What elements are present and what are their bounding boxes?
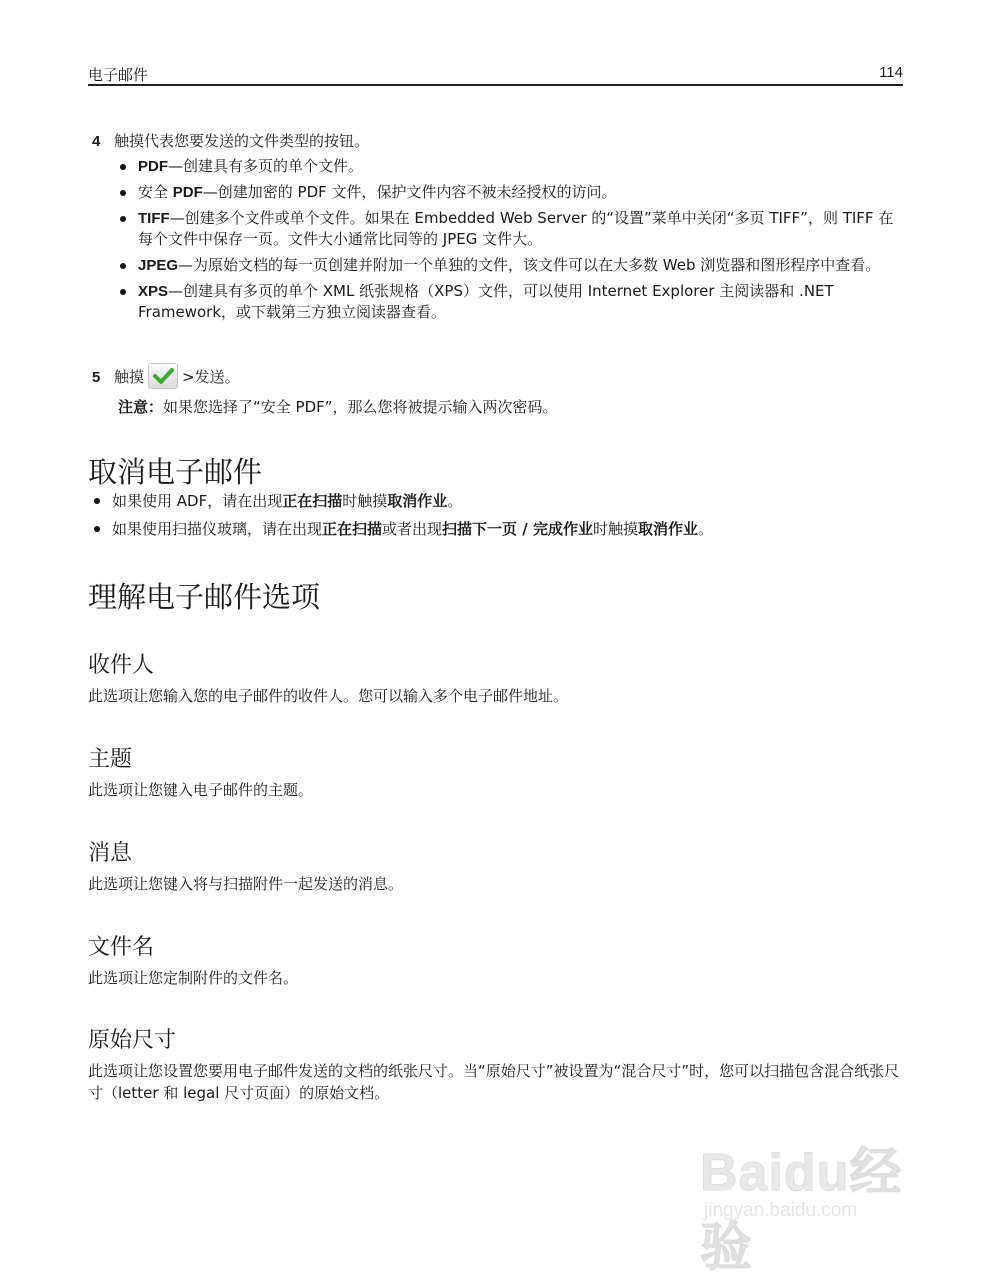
baidu-watermark: [700, 1130, 940, 1277]
cancel-list: [88, 490, 903, 546]
item-prefix: 安全: [138, 183, 173, 201]
message-text: 此选项让您键入将与扫描附件一起发送的消息。: [88, 875, 404, 893]
list-item-pdf: [118, 156, 903, 177]
list-item-adf: [88, 490, 903, 512]
item-text: —创建具有多页的单个文件。: [168, 157, 364, 175]
item-text: —为原始文档的每一页创建并附加一个单独的文件，该文件可以在大多数 Web 浏览器和图形程序中查看。: [178, 256, 881, 274]
item-label: PDF: [138, 158, 168, 175]
page-header: [88, 62, 903, 86]
bold-text: 取消作业: [638, 520, 699, 538]
bold-text: 正在扫描: [282, 492, 343, 510]
file-type-list: [118, 156, 903, 328]
note-label: 注意：: [118, 398, 164, 416]
bold-text: 扫描下一页 / 完成作业: [442, 520, 593, 538]
heading-email-options: 理解电子邮件选项: [88, 580, 321, 614]
step-text: 触摸代表您要发送的文件类型的按钮。: [114, 132, 370, 150]
list-item-tiff: [118, 208, 903, 250]
step-4: [92, 130, 369, 151]
item-label: PDF: [172, 184, 203, 201]
page-number: 114: [879, 64, 903, 81]
list-item-glass: [88, 518, 903, 540]
step-text-after: >发送。: [182, 368, 240, 386]
filename-text: 此选项让您定制附件的文件名。: [88, 969, 299, 987]
step-number: 4: [92, 133, 101, 150]
original-size-text: 此选项让您设置您要用电子邮件发送的文档的纸张尺寸。当“原始尺寸”被设置为“混合尺寸”时，您可以扫描包含混合纸张尺寸（letter 和 legal 尺寸页面）的原始文档。: [88, 1062, 900, 1102]
text: 时触摸: [592, 520, 638, 538]
heading-cancel-email: 取消电子邮件: [88, 455, 263, 489]
bold-text: 正在扫描: [322, 520, 383, 538]
text: 时触摸: [342, 492, 388, 510]
heading-message: 消息: [88, 841, 133, 866]
bold-text: 取消作业: [387, 492, 448, 510]
text: 。: [698, 520, 714, 538]
heading-original-size: 原始尺寸: [88, 1028, 177, 1053]
text: 。: [447, 492, 463, 510]
note: [118, 396, 558, 417]
header-title: 电子邮件: [88, 66, 149, 84]
heading-filename: 文件名: [88, 935, 155, 960]
step-text-before: 触摸: [114, 368, 145, 386]
item-label: JPEG: [138, 257, 179, 274]
text: 如果使用扫描仪玻璃，请在出现: [112, 520, 323, 538]
heading-recipient: 收件人: [88, 653, 155, 678]
item-text: —创建多个文件或单个文件。如果在 Embedded Web Server 的“设置”菜单中关闭“多页 TIFF”，则 TIFF 在每个文件中保存一页。文件大小通常比同等的 JPEG 文件大。: [138, 209, 894, 248]
watermark-logo: Baidu经验: [700, 1144, 903, 1277]
text: 或者出现: [382, 520, 443, 538]
item-text: —创建加密的 PDF 文件，保护文件内容不被未经授权的访问。: [202, 183, 617, 201]
text: 如果使用 ADF，请在出现: [112, 492, 283, 510]
watermark-url: jingyan.baidu.com: [704, 1200, 858, 1221]
subject-text: 此选项让您键入电子邮件的主题。: [88, 781, 314, 799]
recipient-text: 此选项让您输入您的电子邮件的收件人。您可以输入多个电子邮件地址。: [88, 687, 569, 705]
note-text: 如果您选择了“安全 PDF”，那么您将被提示输入两次密码。: [163, 398, 558, 416]
step-number: 5: [92, 369, 101, 386]
item-label: XPS: [138, 283, 169, 300]
item-text: —创建具有多页的单个 XML 纸张规格（XPS）文件，可以使用 Internet Explorer 主阅读器和 .NET Framework，或下载第三方独立阅读器查看。: [138, 282, 834, 321]
list-item-jpeg: [118, 255, 903, 276]
item-label: TIFF: [138, 210, 170, 227]
list-item-secure-pdf: [118, 182, 903, 203]
heading-subject: 主题: [88, 747, 133, 772]
list-item-xps: [118, 281, 903, 323]
checkmark-icon: [148, 363, 178, 389]
step-5: [92, 363, 240, 389]
